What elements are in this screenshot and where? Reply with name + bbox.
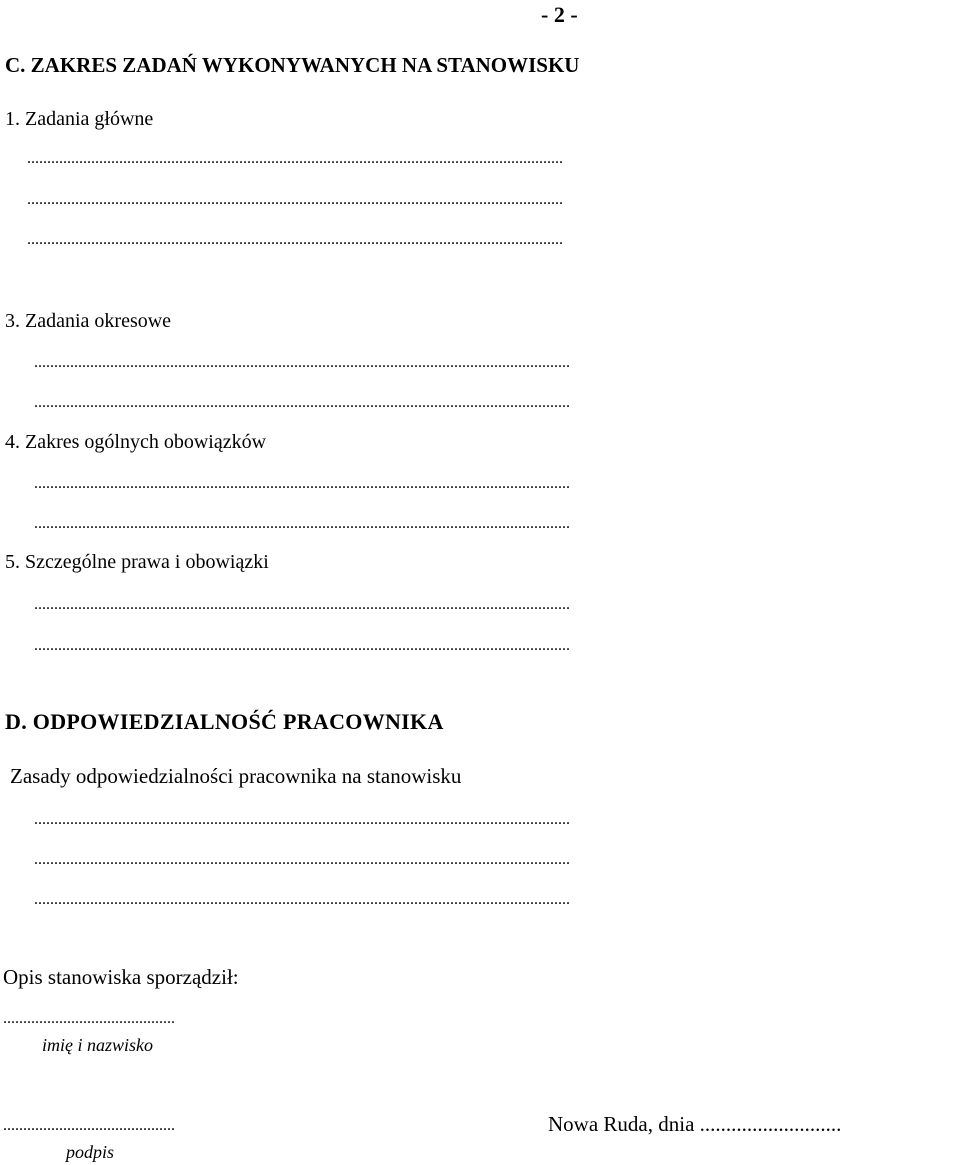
section-d-heading: D. ODPOWIEDZIALNOŚĆ PRACOWNIKA [5,709,444,734]
fill-line: ...................................................................................................................................... [34,394,570,411]
signature-line: ........................................... [3,1117,175,1134]
section-d-subtitle: Zasady odpowiedzialności pracownika na stanowisku [10,764,462,788]
name-line: ........................................... [3,1010,175,1027]
fill-line: ...................................................................................................................................... [27,150,563,167]
name-caption: imię i nazwisko [42,1035,153,1055]
prepared-by-label: Opis stanowiska sporządził: [3,965,239,989]
fill-line: ...................................................................................................................................... [34,811,570,828]
section-item-general-duties: 4. Zakres ogólnych obowiązków [5,431,267,453]
fill-line: ...................................................................................................................................... [34,515,570,532]
fill-line: ...................................................................................................................................... [34,851,570,868]
section-item-periodic-tasks: 3. Zadania okresowe [5,310,172,332]
page-number: - 2 - [541,2,578,27]
section-item-special-rights: 5. Szczególne prawa i obowiązki [5,551,269,573]
fill-line: ...................................................................................................................................... [27,191,563,208]
place-date: Nowa Ruda, dnia ........................... [548,1112,842,1136]
signature-caption: podpis [66,1142,115,1162]
fill-line: ...................................................................................................................................... [34,891,570,908]
fill-line: ...................................................................................................................................... [27,231,563,248]
fill-line: ...................................................................................................................................... [34,475,570,492]
section-c-heading: C. ZAKRES ZADAŃ WYKONYWANYCH NA STANOWISKU [5,53,580,77]
section-item-main-tasks: 1. Zadania główne [5,108,154,130]
fill-line: ...................................................................................................................................... [34,596,570,613]
fill-line: ...................................................................................................................................... [34,637,570,654]
fill-line: ...................................................................................................................................... [34,354,570,371]
